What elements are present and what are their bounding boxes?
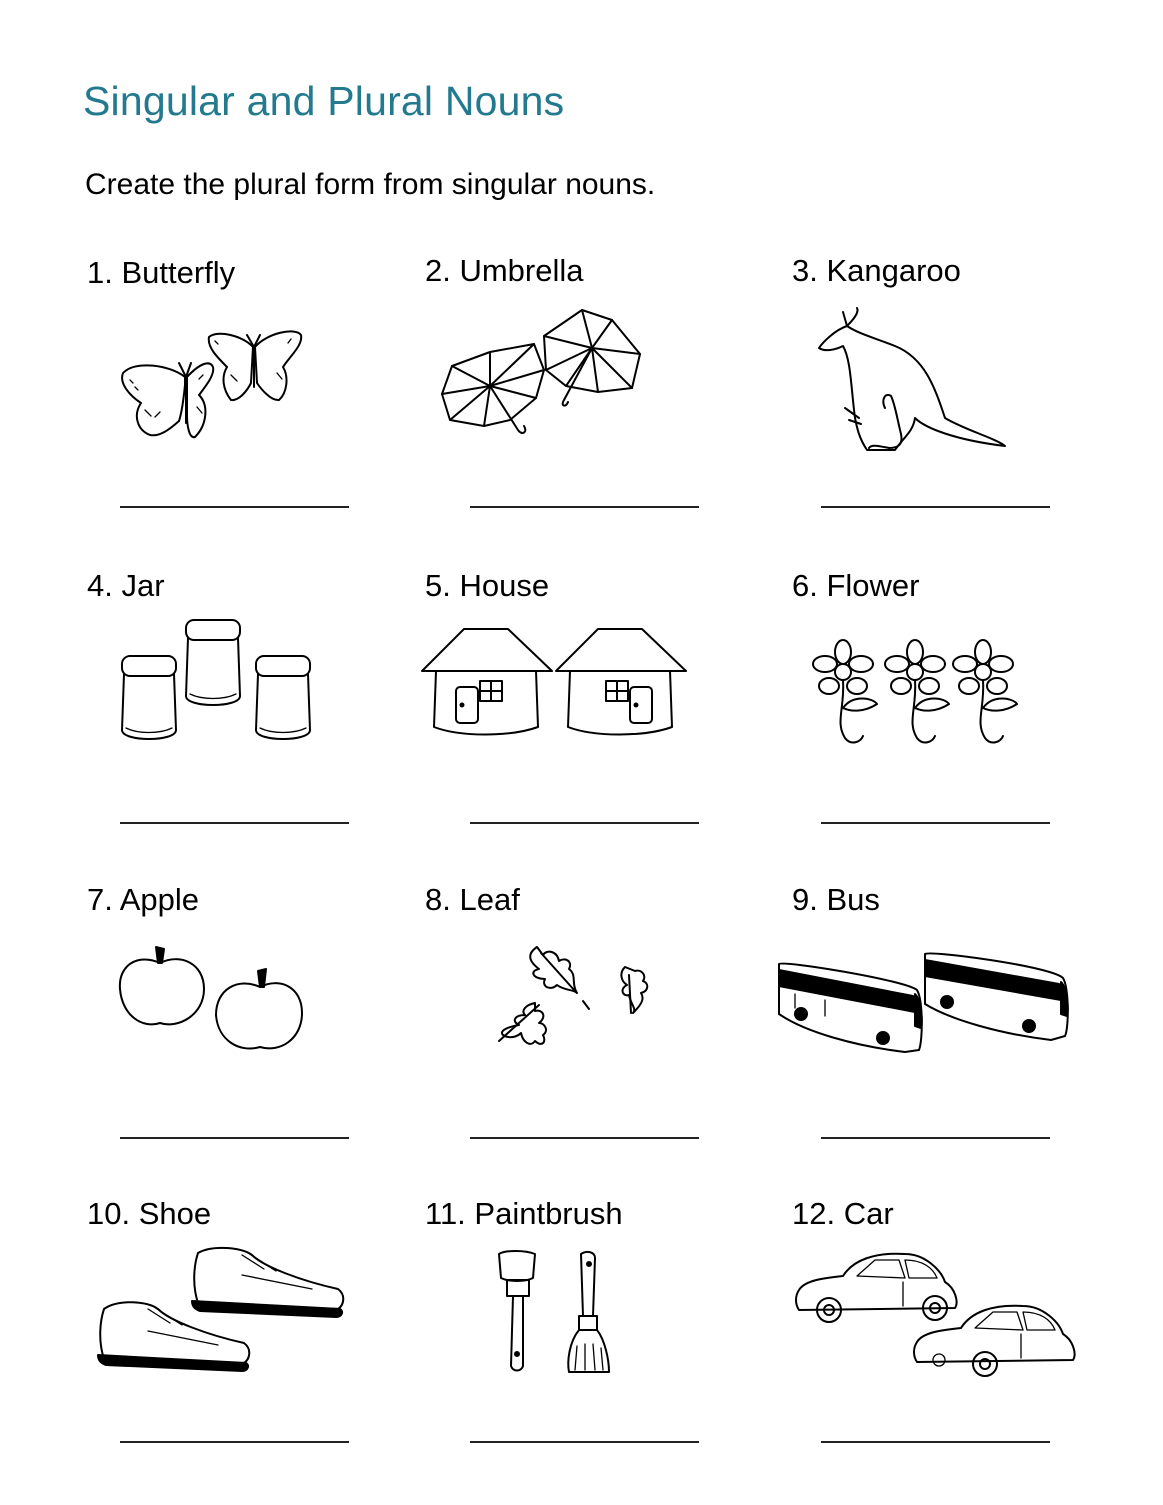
item-label: 8. Leaf [425, 882, 520, 917]
item-label: 12. Car [792, 1196, 894, 1231]
leaves-icon [485, 945, 655, 1060]
buses-icon [775, 950, 1075, 1060]
answer-line[interactable] [120, 506, 349, 508]
apples-icon [118, 945, 308, 1055]
jars-icon [118, 618, 318, 746]
item-label: 5. House [425, 568, 550, 603]
answer-line[interactable] [821, 1441, 1050, 1443]
flowers-icon [805, 638, 1025, 753]
cars-icon [795, 1250, 1080, 1382]
answer-line[interactable] [821, 1137, 1050, 1139]
item-label: 10. Shoe [87, 1196, 212, 1231]
answer-line[interactable] [120, 822, 349, 824]
item-label: 3. Kangaroo [792, 253, 961, 288]
item-label: 4. Jar [87, 568, 165, 603]
item-label: 9. Bus [792, 882, 880, 917]
item-label: 7. Apple [87, 882, 200, 917]
butterflies-icon [115, 325, 310, 440]
houses-icon [420, 625, 690, 740]
item-label: 6. Flower [792, 568, 920, 603]
page-title: Singular and Plural Nouns [83, 78, 565, 124]
kangaroo-icon [815, 308, 1015, 458]
answer-line[interactable] [821, 822, 1050, 824]
instructions: Create the plural form from singular nouns. [85, 168, 656, 201]
answer-line[interactable] [470, 506, 699, 508]
item-label: 1. Butterfly [87, 255, 236, 290]
item-label: 11. Paintbrush [425, 1196, 623, 1231]
shoes-icon [98, 1245, 353, 1365]
answer-line[interactable] [821, 506, 1050, 508]
umbrellas-icon [440, 308, 650, 438]
answer-line[interactable] [470, 1137, 699, 1139]
answer-line[interactable] [120, 1441, 349, 1443]
answer-line[interactable] [120, 1137, 349, 1139]
paintbrushes-icon [495, 1250, 625, 1380]
answer-line[interactable] [470, 1441, 699, 1443]
item-label: 2. Umbrella [425, 253, 584, 288]
answer-line[interactable] [470, 822, 699, 824]
